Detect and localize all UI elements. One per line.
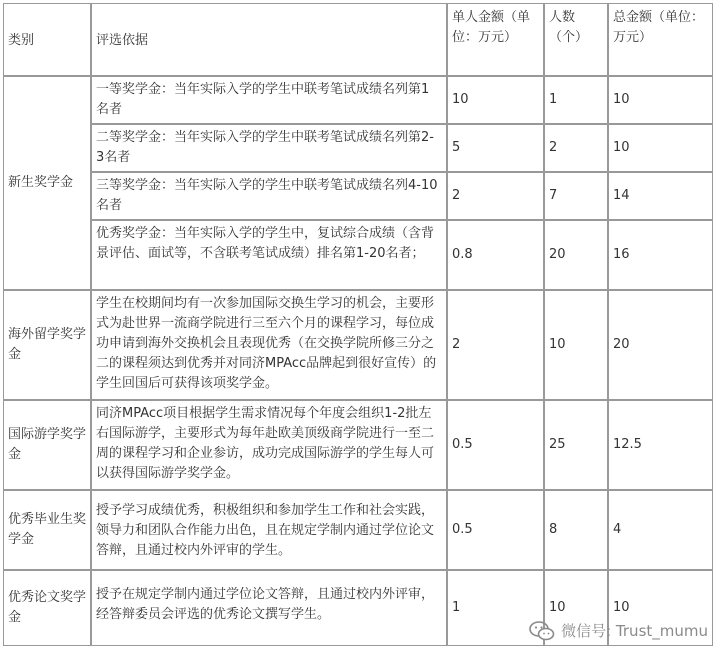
count-cell: 10	[544, 290, 608, 400]
total-cell: 16	[608, 220, 713, 290]
count-cell: 20	[544, 220, 608, 290]
criteria-cell: 授予学习成绩优秀，积极组织和参加学生工作和社会实践，领导力和团队合作能力出色，且在规定学制内通过学位论文答辩，且通过校内外评审的学生。	[91, 490, 447, 570]
count-cell: 2	[544, 124, 608, 172]
count-cell: 25	[544, 400, 608, 490]
count-cell: 8	[544, 490, 608, 570]
header-criteria: 评选依据	[91, 3, 447, 76]
unit-amount-cell: 1	[447, 570, 544, 646]
category-cell: 优秀毕业生奖学金	[3, 490, 91, 570]
total-cell: 10	[608, 570, 713, 646]
table-header-row	[3, 3, 713, 76]
count-cell: 7	[544, 172, 608, 220]
count-cell: 10	[544, 570, 608, 646]
unit-amount-cell: 0.8	[447, 220, 544, 290]
header-category: 类别	[3, 3, 91, 76]
total-cell: 10	[608, 124, 713, 172]
total-cell: 20	[608, 290, 713, 400]
total-cell: 4	[608, 490, 713, 570]
unit-amount-cell: 0.5	[447, 400, 544, 490]
count-cell: 1	[544, 76, 608, 124]
header-count: 人数（个）	[544, 3, 608, 76]
table-row	[3, 76, 713, 124]
total-cell: 10	[608, 76, 713, 124]
category-cell: 海外留学奖学金	[3, 290, 91, 400]
header-total: 总金额（单位：万元）	[608, 3, 713, 76]
category-cell: 新生奖学金	[3, 76, 91, 290]
wechat-icon	[529, 621, 555, 641]
watermark-text: 微信号: Trust_mumu	[561, 622, 708, 640]
total-cell: 14	[608, 172, 713, 220]
criteria-cell: 优秀奖学金：当年实际入学的学生中，复试综合成绩（含背景评估、面试等，不含联考笔试成绩）排名第1-20名者；	[91, 220, 447, 290]
header-unit-amount: 单人金额（单位：万元）	[447, 3, 544, 76]
scholarship-table	[3, 3, 713, 646]
unit-amount-cell: 2	[447, 290, 544, 400]
unit-amount-cell: 5	[447, 124, 544, 172]
criteria-cell: 二等奖学金：当年实际入学的学生中联考笔试成绩名列第2-3名者	[91, 124, 447, 172]
criteria-cell: 学生在校期间均有一次参加国际交换生学习的机会，主要形式为赴世界一流商学院进行三至六个月的课程学习，每位成功申请到海外交换机会且表现优秀（在交换学院所修三分之二的课程须达到优秀并对同济MPAcc品牌起到很好宣传）的学生回国后可获得该项奖学金。	[91, 290, 447, 400]
criteria-cell: 一等奖学金：当年实际入学的学生中联考笔试成绩名列第1名者	[91, 76, 447, 124]
table-row	[3, 124, 713, 172]
table-row	[3, 220, 713, 290]
table-row	[3, 400, 713, 490]
unit-amount-cell: 2	[447, 172, 544, 220]
table-row	[3, 490, 713, 570]
total-cell: 12.5	[608, 400, 713, 490]
category-cell: 国际游学奖学金	[3, 400, 91, 490]
criteria-cell: 同济MPAcc项目根据学生需求情况每个年度会组织1-2批左右国际游学，主要形式为每年赴欧美顶级商学院进行一至二周的课程学习和企业参访，成功完成国际游学的学生每人可以获得国际游学奖学金。	[91, 400, 447, 490]
table-row	[3, 290, 713, 400]
criteria-cell: 授予在规定学制内通过学位论文答辩，且通过校内外评审，经答辩委员会评选的优秀论文撰写学生。	[91, 570, 447, 646]
table-row	[3, 172, 713, 220]
criteria-cell: 三等奖学金：当年实际入学的学生中联考笔试成绩名列4-10名者	[91, 172, 447, 220]
wechat-watermark	[529, 620, 708, 641]
unit-amount-cell: 10	[447, 76, 544, 124]
unit-amount-cell: 0.5	[447, 490, 544, 570]
category-cell: 优秀论文奖学金	[3, 570, 91, 646]
